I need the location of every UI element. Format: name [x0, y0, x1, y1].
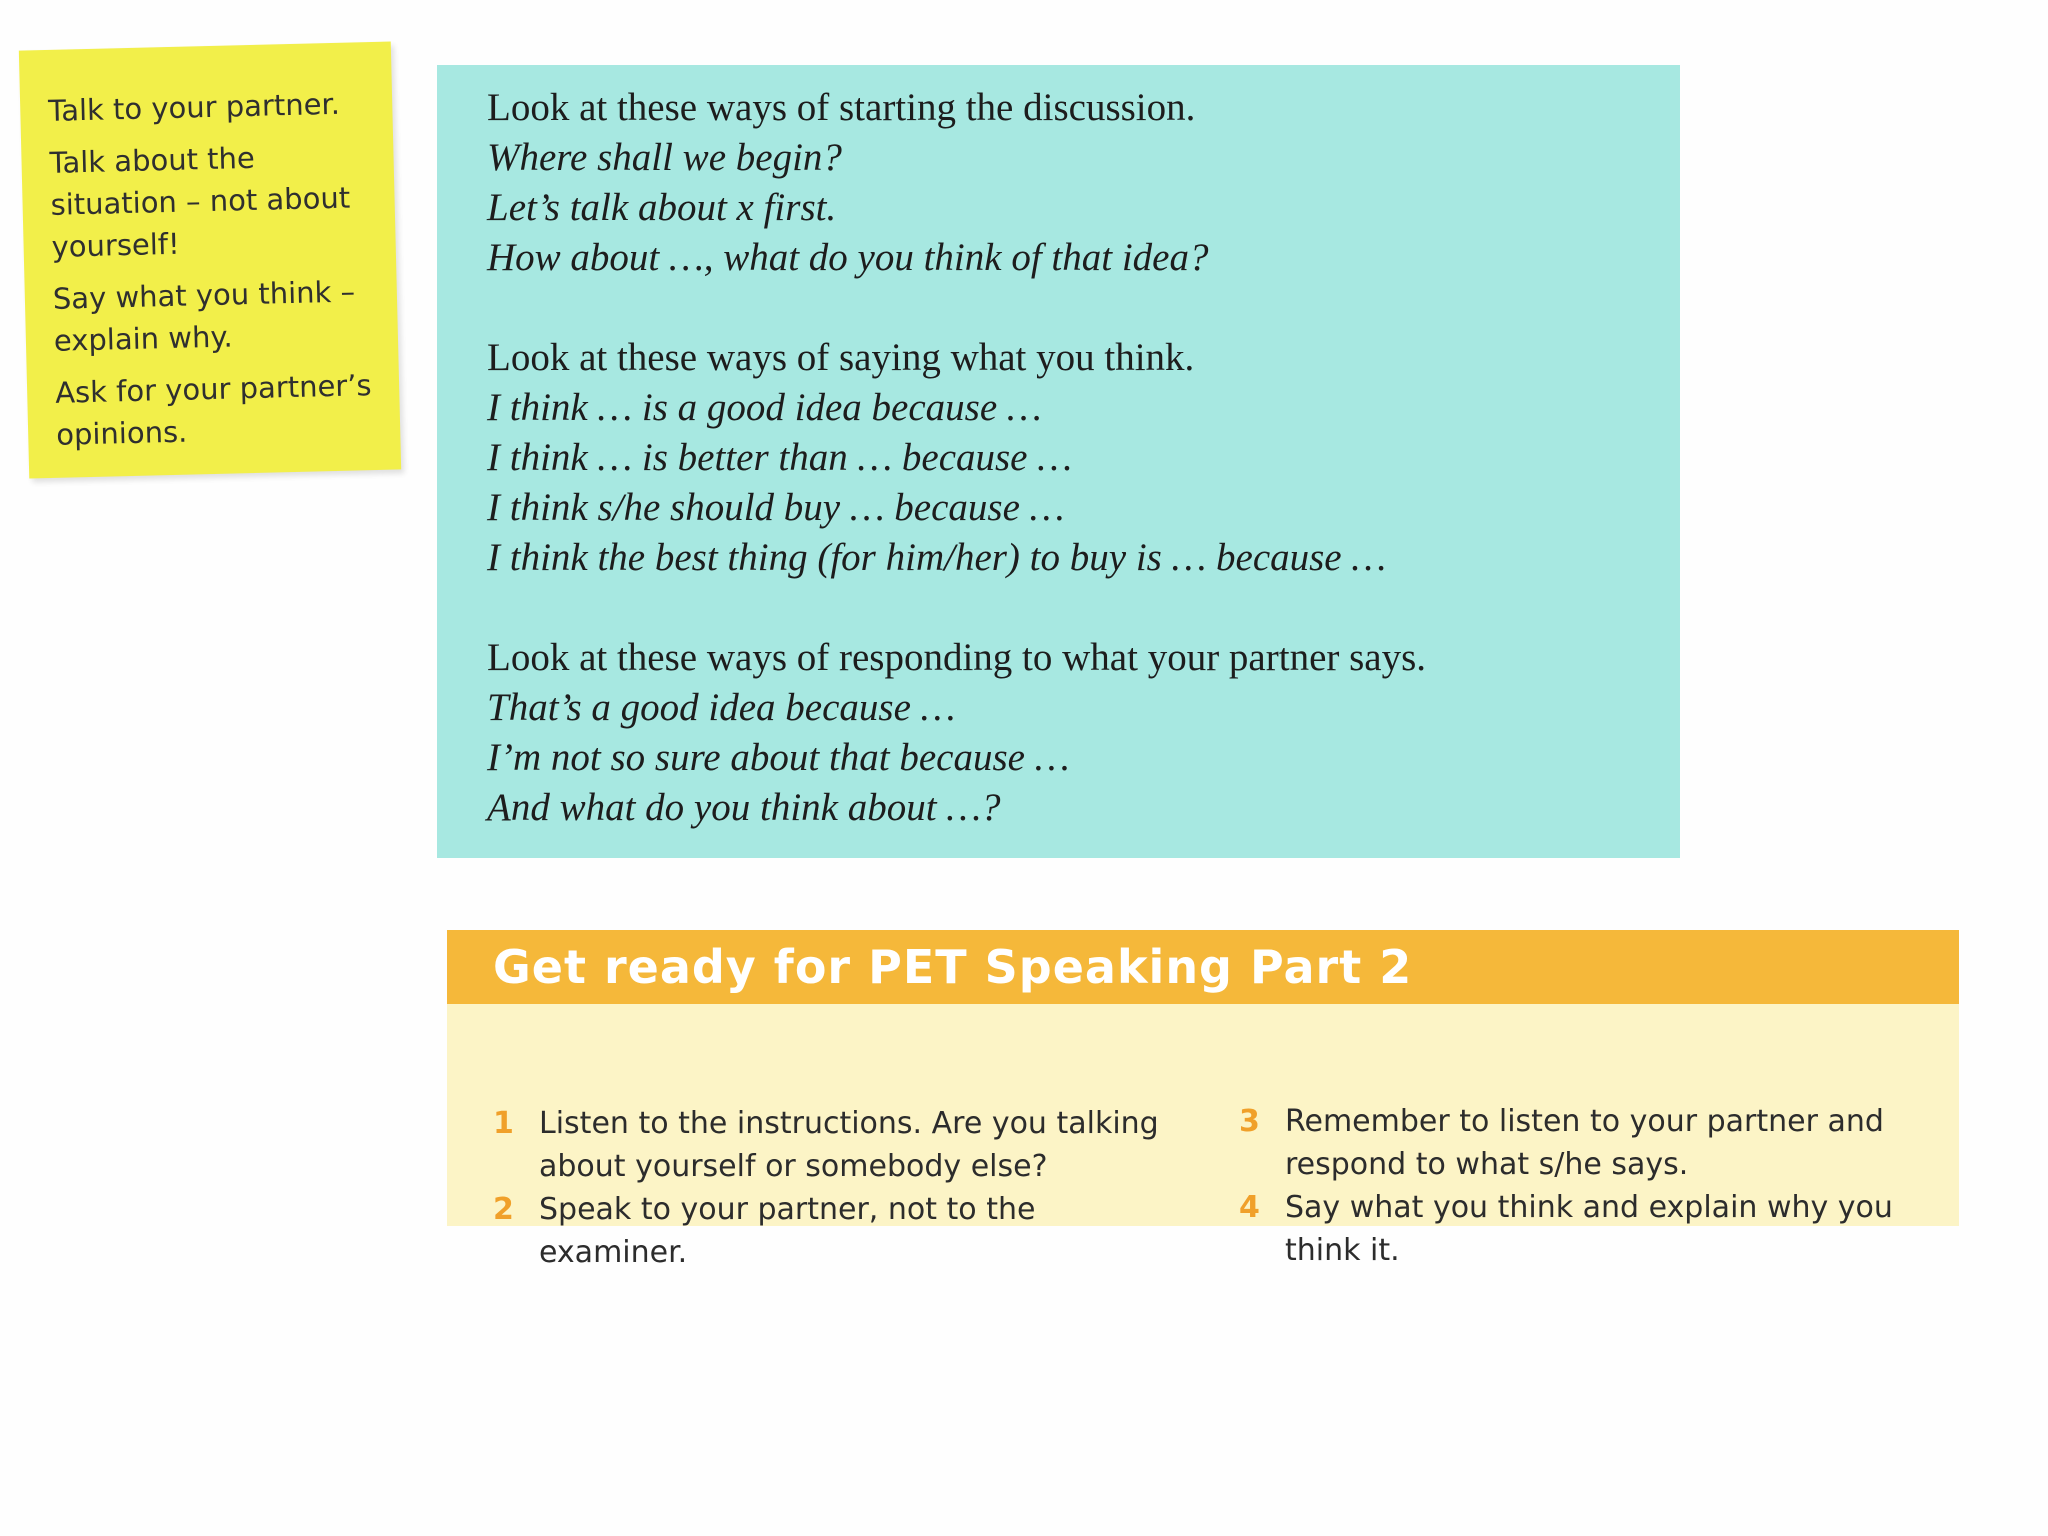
tip-text: Say what you think and explain why you think it.: [1285, 1190, 1893, 1268]
phrase-item: I think … is a good idea because …: [487, 386, 1042, 429]
phrase-item: How about …, what do you think of that idea?: [487, 236, 1209, 279]
phrase-item: Let’s talk about x first.: [487, 186, 837, 229]
phrase-item: That’s a good idea because …: [487, 686, 956, 729]
sticky-note-line: Talk to your partner.: [47, 86, 341, 128]
phrase-item: I think the best thing (for him/her) to buy is … because …: [487, 536, 1387, 579]
sticky-note-line: Ask for your partner’s opinions.: [54, 368, 372, 452]
tip-number: 2: [493, 1192, 514, 1227]
phrase-group-heading: Look at these ways of starting the discussion.: [487, 86, 1196, 129]
phrase-item: I think s/he should buy … because …: [487, 486, 1065, 529]
phrase-group-responding: [487, 633, 1640, 833]
phrase-item: I’m not so sure about that because …: [487, 736, 1070, 779]
phrase-item: Where shall we begin?: [487, 136, 842, 179]
tip-number: 3: [1239, 1104, 1260, 1139]
tip-text: Speak to your partner, not to the examiner.: [539, 1192, 1036, 1270]
phrase-item: I think … is better than … because …: [487, 436, 1072, 479]
phrase-group-heading: Look at these ways of responding to what your partner says.: [487, 636, 1427, 679]
phrase-group-heading: Look at these ways of saying what you think.: [487, 336, 1195, 379]
tip-number: 4: [1239, 1190, 1260, 1225]
sticky-note: [19, 42, 401, 479]
get-ready-title: Get ready for PET Speaking Part 2: [447, 930, 1959, 1004]
phrase-item: And what do you think about …?: [487, 786, 1001, 829]
phrase-group-starting: [487, 83, 1640, 283]
get-ready-panel: [447, 930, 1959, 1270]
sticky-note-line: Say what you think – explain why.: [52, 274, 356, 358]
tip-text: Listen to the instructions. Are you talking about yourself or somebody else?: [539, 1106, 1159, 1184]
sticky-note-line: Talk about the situation – not about yourself!: [49, 140, 351, 264]
tip-text: Remember to listen to your partner and respond to what s/he says.: [1285, 1104, 1884, 1182]
phrase-group-opinions: [487, 333, 1640, 583]
useful-phrases-box: [437, 65, 1680, 858]
tip-number: 1: [493, 1106, 514, 1141]
